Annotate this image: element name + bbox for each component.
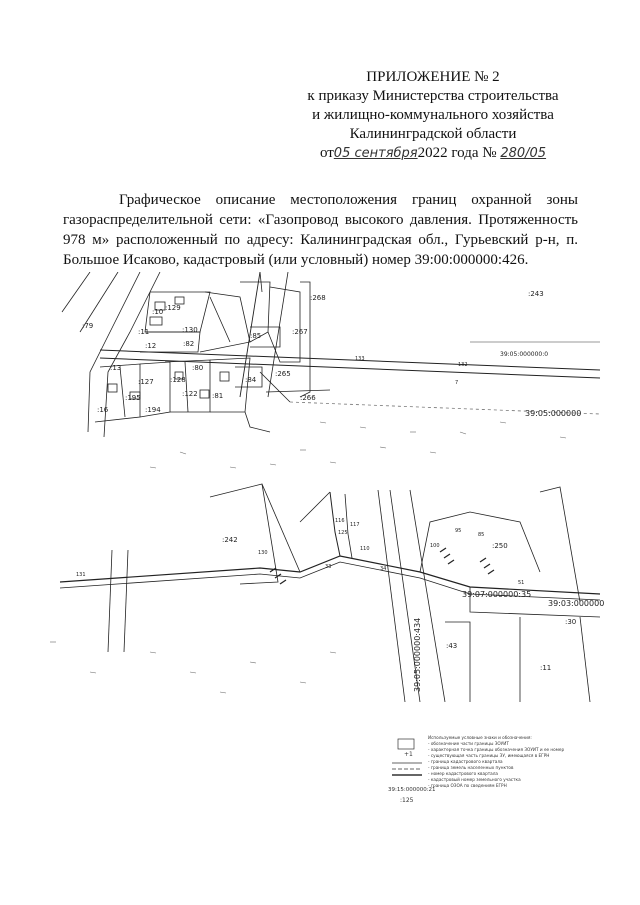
graphic-description-text: Графическое описание местоположения границ охранной зоны газораспределительной сети: «Газопровод высокого давления. Протяженность 978 м» расположенный по адресу: Калининградская обл., Гурьевский р-н, п. Большое Исаково, кадастровый (или условный) номер 39:00:000000:426.	[63, 192, 578, 268]
label-point-34: 34	[380, 566, 387, 572]
label-point-116: 116	[335, 518, 345, 524]
label-parcel-11: :11	[138, 328, 150, 336]
appendix-region-line: Калининградской области	[349, 126, 517, 142]
label-point-100: 100	[430, 543, 440, 549]
label-point-130: 130	[258, 550, 268, 556]
legend-item: - существующая часть границы ЗУ, имеющаяся в ЕГРН	[428, 753, 550, 758]
label-point-117: 117	[350, 522, 360, 528]
label-point-125: 125	[338, 530, 348, 536]
handwritten-number: 280/05	[500, 146, 547, 161]
label-parcel-30: :30	[565, 618, 577, 626]
legend-item: - характерная точка границы обозначения ЗОУИТ и ее номер	[428, 747, 565, 752]
appendix-header	[288, 68, 578, 163]
upper-map-fragment	[62, 272, 600, 468]
legend-item: - граница ОЗОА по сведениям ЕГРН	[428, 783, 507, 788]
appendix-date-line	[288, 144, 578, 163]
legend-item: - граница земель населенных пунктов	[428, 765, 514, 770]
appendix-ministry-line: и жилищно-коммунального хозяйства	[312, 107, 554, 123]
label-point-132: 132	[458, 362, 468, 368]
appendix-title: ПРИЛОЖЕНИЕ № 2	[366, 69, 500, 85]
cadastral-map	[0, 272, 640, 702]
label-point-133: 133	[355, 356, 365, 362]
label-parcel-84: :84	[245, 376, 257, 384]
label-parcel-243: :243	[528, 290, 544, 298]
label-quarter-07: 39:07:000000:35	[462, 590, 532, 599]
label-parcel-127: :127	[138, 378, 154, 386]
label-parcel-265: :265	[275, 370, 291, 378]
label-parcel-10: :10	[152, 308, 164, 316]
legend-item: - обозначение части границы ЗОУИТ	[428, 741, 509, 746]
label-parcel-130: :130	[182, 326, 198, 334]
label-parcel-122: :122	[182, 390, 198, 398]
label-parcel-80: :80	[192, 364, 204, 372]
label-point-95: 95	[455, 528, 462, 534]
label-parcel-129: :129	[165, 304, 181, 312]
label-parcel-79: :79	[82, 322, 94, 330]
label-parcel-11-lower: :11	[540, 664, 552, 672]
appendix-order-line: к приказу Министерства строительства	[307, 88, 559, 104]
label-parcel-128: :128	[170, 376, 186, 384]
label-quarter-vertical: 39:05:000000:434	[413, 617, 422, 692]
label-point-51: 51	[518, 580, 525, 586]
legend-item: Используемые условные знаки и обозначения:	[428, 735, 532, 740]
label-point-33: 33	[325, 564, 332, 570]
date-prefix: от	[319, 145, 334, 161]
label-point-7: 7	[455, 380, 459, 386]
label-point-85: 85	[478, 532, 485, 538]
label-parcel-81: :81	[212, 392, 224, 400]
legend-sample-quarter: 39:15:000000:21	[388, 787, 436, 793]
legend-sample-number: +1	[404, 751, 413, 758]
label-quarter-upper: 39:05:000000:0	[500, 351, 549, 358]
label-parcel-85: :85	[250, 332, 262, 340]
legend-item: - кадастровый номер земельного участка	[428, 777, 521, 782]
label-parcel-242: :242	[222, 536, 238, 544]
handwritten-date: 05 сентября	[333, 146, 418, 161]
legend-item: - номер кадастрового квартала	[428, 771, 498, 776]
label-parcel-267: :267	[292, 328, 308, 336]
label-parcel-16: :16	[97, 406, 109, 414]
label-parcel-195: :195	[125, 394, 141, 402]
label-quarter-03: 39:03:000000	[548, 599, 605, 608]
label-point-110: 110	[360, 546, 370, 552]
date-middle: 2022 года №	[417, 145, 497, 161]
legend-sample-parcel: :125	[400, 797, 414, 804]
label-parcel-266: :266	[300, 394, 316, 402]
label-parcel-268: :268	[310, 294, 326, 302]
label-parcel-82: :82	[183, 340, 195, 348]
legend-item: - граница кадастрового квартала	[428, 759, 503, 764]
legend-items	[428, 735, 633, 789]
label-parcel-13: :13	[110, 364, 122, 372]
label-parcel-43: :43	[446, 642, 458, 650]
label-parcel-250: :250	[492, 542, 508, 550]
label-parcel-194: :194	[145, 406, 161, 414]
label-parcel-12: :12	[145, 342, 157, 350]
label-point-131: 131	[76, 572, 86, 578]
label-quarter-right: 39:05:000000	[525, 409, 582, 418]
